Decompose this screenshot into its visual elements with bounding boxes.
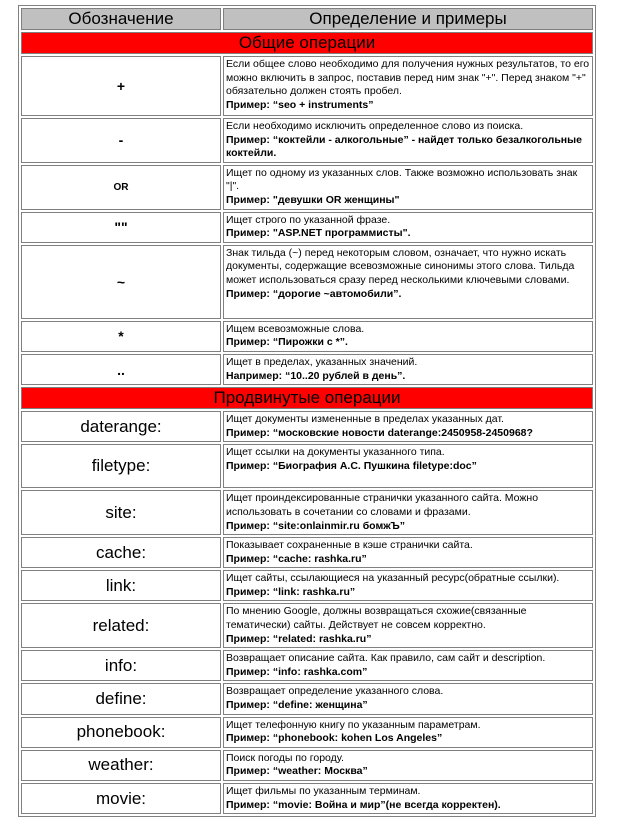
section-title: Продвинутые операции [21, 387, 593, 409]
operator-definition [223, 650, 593, 681]
table-row [21, 750, 593, 781]
operators-table [18, 5, 596, 817]
table-row [21, 650, 593, 681]
operator-symbol: cache: [21, 537, 221, 568]
example-text: Пример: “дорогие ~автомобили”. [226, 287, 402, 300]
operator-symbol: site: [21, 490, 221, 535]
operator-symbol: filetype: [21, 444, 221, 488]
operator-symbol: OR [21, 165, 221, 210]
operator-symbol: * [21, 321, 221, 352]
operator-symbol: weather: [21, 750, 221, 781]
example-text: Пример: “phonebook: kohen Los Angeles” [226, 732, 443, 745]
operator-definition [223, 537, 593, 568]
operator-definition [223, 118, 593, 163]
operator-symbol: info: [21, 650, 221, 681]
example-text: Пример: “define: женщина” [226, 699, 368, 712]
example-text: Пример: “cache: rashka.ru” [226, 552, 367, 565]
definition-text: По мнению Google, должны возвращаться схожие(связанные тематически) сайты. Действует не совсем корректно. [226, 605, 527, 632]
operator-symbol: daterange: [21, 411, 221, 442]
example-text: Пример: "ASP.NET программисты". [226, 227, 411, 240]
example-text: Пример: “московские новости daterange:2450958-2450968? [226, 426, 533, 439]
example-text: Пример: “link: rashka.ru” [226, 585, 356, 598]
table-row [21, 165, 593, 210]
table-row [21, 245, 593, 319]
table-row [21, 411, 593, 442]
operator-definition [223, 603, 593, 648]
operator-definition [223, 783, 593, 814]
example-text: Пример: "девушки OR женщины" [226, 193, 400, 206]
operator-definition [223, 683, 593, 714]
operator-definition [223, 56, 593, 116]
operator-symbol: - [21, 118, 221, 163]
definition-text: Ищет фильмы по указанным терминам. [226, 785, 421, 797]
header-definition: Определение и примеры [223, 8, 593, 30]
example-text: Пример: “коктейли - алкогольные” - найдет только безалкогольные коктейли. [226, 133, 582, 160]
example-text: Пример: “info: rashka.com” [226, 665, 368, 678]
header-row [21, 8, 593, 30]
operator-definition [223, 321, 593, 352]
definition-text: Поиск погоды по городу. [226, 751, 344, 764]
example-text: Пример: “related: rashka.ru” [226, 632, 372, 645]
operator-definition [223, 165, 593, 210]
operator-symbol: .. [21, 354, 221, 385]
table-row [21, 603, 593, 648]
definition-text: Ищет по одному из указанных слов. Также возможно использовать знак "|". [226, 166, 578, 193]
operator-symbol: ~ [21, 245, 221, 319]
header-symbol: Обозначение [21, 8, 221, 30]
table-row [21, 683, 593, 714]
example-text: Пример: “Биография А.С. Пушкина filetype:doc” [226, 459, 477, 472]
example-text: Пример: “movie: Война и мир”(не всегда корректен). [226, 798, 501, 811]
operator-symbol: related: [21, 603, 221, 648]
definition-text: Ищет строго по указанной фразе. [226, 213, 391, 226]
operator-symbol: + [21, 56, 221, 116]
operator-symbol: phonebook: [21, 717, 221, 748]
table-row [21, 212, 593, 243]
definition-text: Ищет проиндексированные странички указанного сайта. Можно использовать в сочетании со словами и фразами. [226, 492, 539, 518]
operator-definition [223, 411, 593, 442]
operator-definition [223, 212, 593, 243]
definition-text: Ищет в пределах, указанных значений. [226, 355, 418, 368]
table-row [21, 354, 593, 385]
example-text: Пример: “Пирожки с *”. [226, 336, 348, 349]
table-row [21, 321, 593, 352]
table-row [21, 444, 593, 488]
definition-text: Ищет документы измененные в пределах указанных дат. [226, 413, 504, 426]
table-row [21, 56, 593, 116]
operator-definition [223, 245, 593, 319]
definition-text: Ищет телефонную книгу по указанным параметрам. [226, 718, 481, 731]
definition-text: Ищет сайты, ссылающиеся на указанный ресурс(обратные ссылки). [226, 572, 560, 585]
operator-definition [223, 354, 593, 385]
operator-definition [223, 490, 593, 535]
section-row [21, 387, 593, 409]
example-text: Например: “10..20 рублей в день”. [226, 369, 406, 382]
definition-text: Знак тильда (~) перед некоторым словом, означает, что нужно искать документы, содержащие всевозможные синонимы этого слова. Тильда может использоваться сразу перед несколькими ключевыми словами. [226, 246, 575, 286]
definition-text: Показывает сохраненные в кэше странички сайта. [226, 539, 473, 552]
example-text: Пример: “site:onlainmir.ru бомжЪ” [226, 519, 406, 532]
definition-text: Если общее слово необходимо для получения нужных результатов, то его можно включить в запрос, поставив перед ним знак "+". Перед знаком "+" обязательно должен стоять пробел. [226, 58, 590, 98]
table-row [21, 490, 593, 535]
operator-symbol: link: [21, 570, 221, 601]
table-row [21, 118, 593, 163]
operator-definition [223, 750, 593, 781]
definition-text: Ищет ссылки на документы указанного типа. [226, 446, 445, 459]
definition-text: Возвращает определение указанного слова. [226, 685, 444, 698]
operator-symbol: movie: [21, 783, 221, 814]
table-row [21, 537, 593, 568]
definition-text: Возвращает описание сайта. Как правило, сам сайт и description. [226, 652, 546, 665]
operator-definition [223, 570, 593, 601]
table-row [21, 717, 593, 748]
definition-text: Если необходимо исключить определенное слово из поиска. [226, 120, 524, 132]
section-row [21, 32, 593, 54]
operator-symbol: "" [21, 212, 221, 243]
operator-definition [223, 444, 593, 488]
table-row [21, 570, 593, 601]
section-title: Общие операции [21, 32, 593, 54]
example-text: Пример: “seo + instruments” [226, 98, 374, 111]
definition-text: Ищем всевозможные слова. [226, 322, 365, 335]
operator-definition [223, 717, 593, 748]
table-row [21, 783, 593, 814]
operator-symbol: define: [21, 683, 221, 714]
example-text: Пример: “weather: Москва” [226, 765, 368, 778]
